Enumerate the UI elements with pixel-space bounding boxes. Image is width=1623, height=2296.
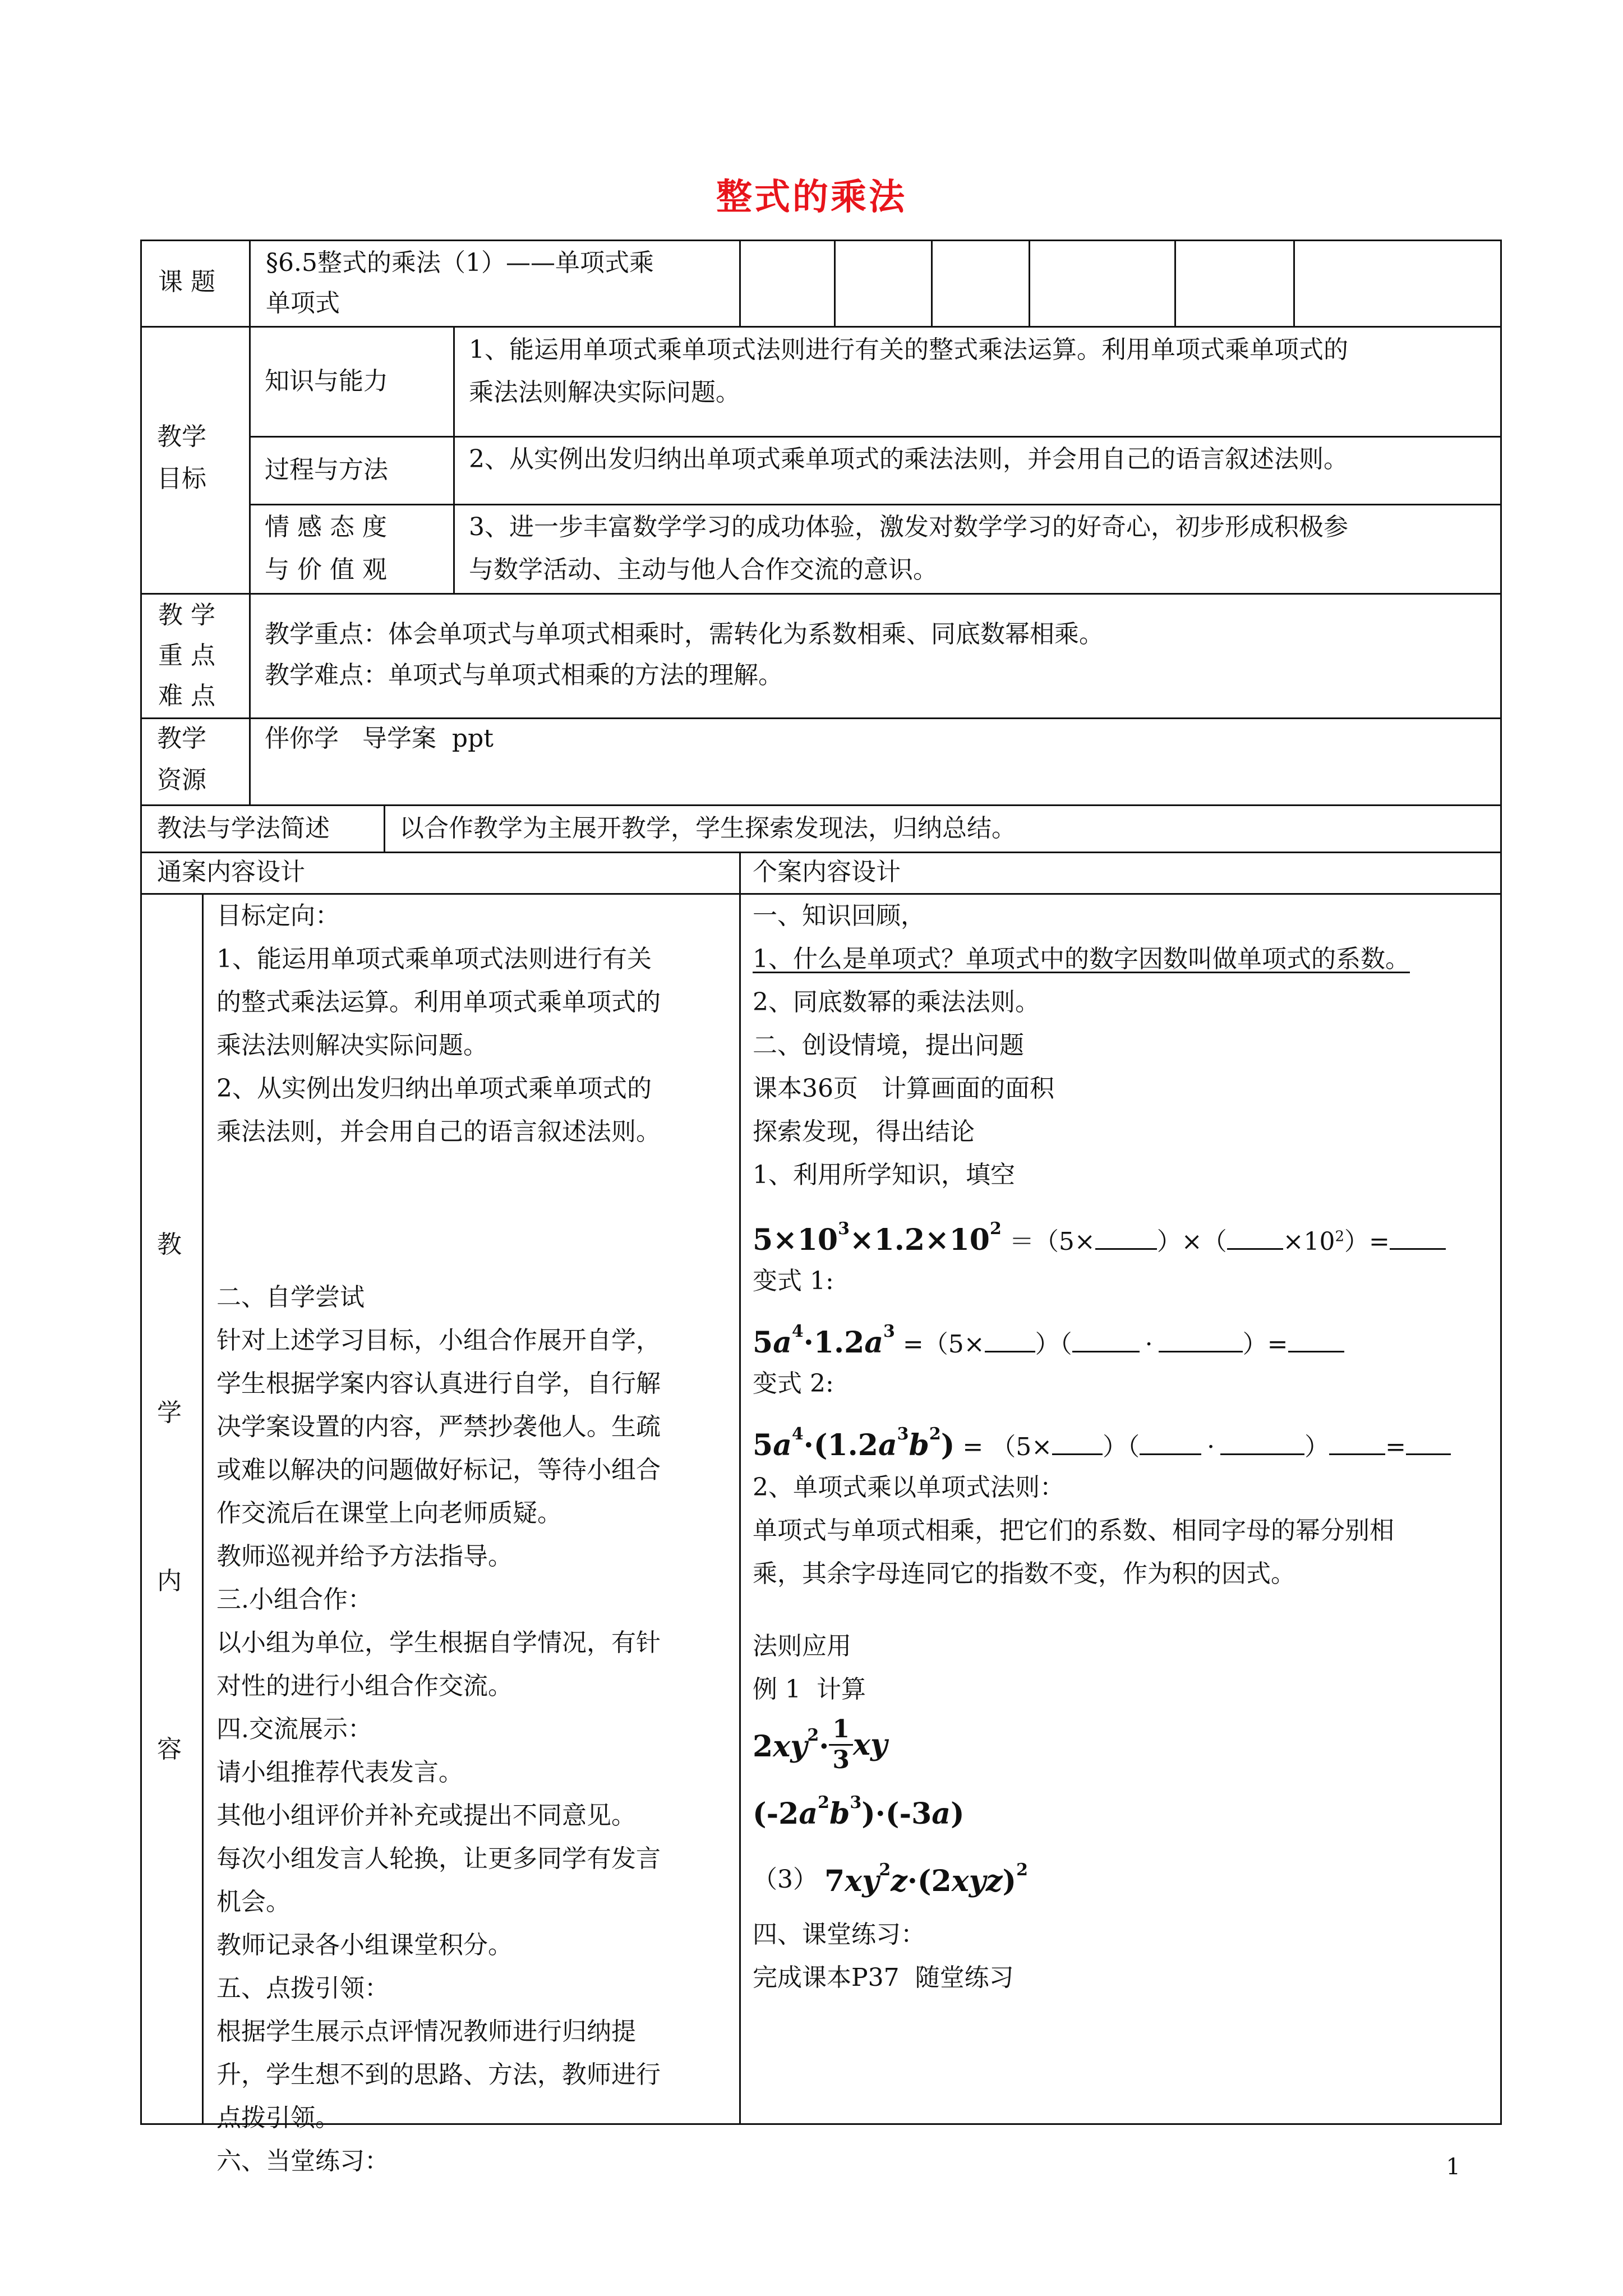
- text-line: 对性的进行小组合作交流。: [216, 1672, 513, 1700]
- text-line: 二、创设情境，提出问题: [753, 1031, 1024, 1060]
- text-line: 根据学生展示点评情况教师进行归纳提: [216, 2017, 636, 2046]
- eq2-text: ）=: [1242, 1330, 1288, 1359]
- col-divider: [249, 240, 251, 806]
- text-line: 一、知识回顾，: [753, 901, 925, 930]
- eq3-blank[interactable]: [1329, 1429, 1385, 1455]
- eq3-blank[interactable]: [1406, 1429, 1451, 1455]
- eq2-expression: $5a^4\cdot 1.2a^3$: [753, 1322, 895, 1360]
- text-line: 针对上述学习目标，小组合作展开自学，: [216, 1326, 661, 1355]
- keypoints-label-cont: 难 点: [158, 682, 215, 710]
- eq3-text: ）（: [1103, 1433, 1140, 1461]
- col-divider: [1293, 240, 1295, 326]
- text-line: 2、同底数幂的乘法法则。: [753, 988, 1040, 1016]
- methods-text: 以合作教学为主展开教学，学生探索发现法，归纳总结。: [399, 814, 1016, 843]
- resources-text: 伴你学 导学案 ppt: [265, 724, 494, 753]
- col-divider: [1029, 240, 1030, 326]
- eq2-blank[interactable]: [985, 1326, 1035, 1352]
- table-border-right: [1500, 240, 1502, 2125]
- col-divider: [834, 240, 836, 326]
- knowledge-text-cont: 乘法法则解决实际问题。: [469, 378, 740, 407]
- eq2-text: =（5×: [902, 1330, 985, 1359]
- row-divider: [140, 804, 1502, 806]
- fraction-one-third: $\frac{1}{3}$: [829, 1715, 853, 1775]
- methods-label: 教法与学法简述: [157, 814, 330, 843]
- emotion-label: 情 感 态 度: [265, 513, 387, 541]
- eq1-expression: $5\times 10^3\times 1.2\times 10^2$: [753, 1219, 1002, 1257]
- eq1-blank[interactable]: [1095, 1223, 1157, 1250]
- text-line: 教师巡视并给予方法指导。: [216, 1542, 513, 1571]
- text-line: 1、利用所学知识，填空: [753, 1161, 1015, 1189]
- right-content: [753, 894, 1493, 1999]
- goals-label: 教学: [157, 422, 206, 451]
- text-line: 每次小组发言人轮换，让更多同学有发言: [216, 1844, 661, 1873]
- teaching-difficulty: 教学难点：单项式与单项式相乘的方法的理解。: [265, 661, 783, 689]
- eq1-blank[interactable]: [1390, 1223, 1446, 1250]
- eq3-expression: $5a^4\cdot(1.2a^3b^2)$: [753, 1424, 955, 1462]
- keypoints-label: 教 学: [158, 601, 215, 629]
- content-label: 容: [157, 1735, 182, 1764]
- eq3-blank[interactable]: [1052, 1429, 1103, 1455]
- text-line: 以小组为单位，学生根据自学情况，有针: [216, 1628, 661, 1657]
- text-line: 学生根据学案内容认真进行自学，自行解: [216, 1369, 661, 1398]
- example-2-expression: $(-2a^2b^3)\cdot(-3a)$: [753, 1793, 965, 1831]
- row-divider: [140, 326, 1502, 328]
- content-label: 学: [157, 1398, 182, 1427]
- text-line: 单项式与单项式相乘，把它们的系数、相同字母的幂分别相: [753, 1516, 1394, 1545]
- eq2-text: ）（: [1035, 1330, 1072, 1359]
- eq3-blank[interactable]: [1220, 1429, 1304, 1455]
- text-line: 的整式乘法运算。利用单项式乘单项式的: [216, 988, 661, 1016]
- process-text: 2、从实例出发归纳出单项式乘单项式的乘法法则，并会用自己的语言叙述法则。: [469, 445, 1348, 473]
- resources-label-cont: 资源: [157, 766, 206, 794]
- teaching-focus: 教学重点：体会单项式与单项式相乘时，需转化为系数相乘、同底数幂相乘。: [265, 620, 1104, 648]
- text-line: 点拨引领。: [216, 2104, 340, 2132]
- text-line: 1、能运用单项式乘单项式法则进行有关: [216, 945, 652, 973]
- col-divider: [739, 852, 741, 2125]
- text-line: 三.小组合作：: [216, 1585, 372, 1614]
- text-line: 请小组推荐代表发言。: [216, 1758, 463, 1787]
- text-line: 乘法法则，并会用自己的语言叙述法则。: [216, 1117, 661, 1146]
- eq1-text: ×10: [1283, 1227, 1335, 1256]
- text-line: 机会。: [216, 1888, 291, 1916]
- text-line: 决学案设置的内容，严禁抄袭他人。生疏: [216, 1412, 661, 1441]
- text-line: 或难以解决的问题做好标记，等待小组合: [216, 1456, 661, 1484]
- coefficient-definition: 1、什么是单项式？单项式中的数字因数叫做单项式的系数。: [753, 945, 1410, 973]
- text-line: 例 1 计算: [753, 1675, 866, 1704]
- equation-1: $5\times 10^3\times 1.2\times 10^2 =(5\times$ ）×（ $\times 10^2)=$: [753, 1207, 1493, 1257]
- emotion-text-cont: 与数学活动、主动与他人合作交流的意识。: [469, 555, 938, 584]
- eq1-text: ）=: [1344, 1227, 1390, 1256]
- example-3: [753, 1846, 1493, 1913]
- text-line: 变式 1:: [753, 1267, 834, 1295]
- example-1-expression-tail: xy: [853, 1727, 888, 1762]
- text-line: 四、课堂练习：: [753, 1920, 925, 1949]
- resources-label: 教学: [157, 724, 206, 753]
- eq1-text: ）×（: [1156, 1227, 1227, 1256]
- content-label: 教: [157, 1230, 182, 1259]
- text-line: 其他小组评价并补充或提出不同意见。: [216, 1801, 636, 1830]
- text-line: 四.交流展示：: [216, 1715, 372, 1743]
- eq3-text: ·: [1207, 1433, 1215, 1461]
- col-divider: [384, 804, 385, 852]
- eq2-blank[interactable]: [1072, 1326, 1140, 1352]
- eq3-blank[interactable]: [1140, 1429, 1201, 1455]
- left-column-header: 通案内容设计: [157, 858, 305, 886]
- topic-value: §6.5整式的乘法（1）——单项式乘: [266, 249, 654, 277]
- col-divider: [202, 893, 204, 2125]
- text-line: 2、从实例出发归纳出单项式乘单项式的: [216, 1074, 652, 1103]
- text-line: 作交流后在课堂上向老师质疑。: [216, 1499, 562, 1527]
- text-line: 五、点拨引领：: [216, 1974, 389, 2003]
- eq2-text: ·: [1145, 1330, 1153, 1359]
- right-column-header: 个案内容设计: [753, 858, 901, 886]
- goals-label-cont: 目标: [157, 464, 206, 493]
- eq3-text: =: [1385, 1433, 1406, 1461]
- knowledge-text: 1、能运用单项式乘单项式法则进行有关的整式乘法运算。利用单项式乘单项式的: [469, 335, 1348, 364]
- text-line: 课本36页 计算画面的面积: [753, 1074, 1054, 1103]
- text-line: [753, 937, 1493, 981]
- example-1-expression: $2xy^2\cdot$: [753, 1726, 829, 1764]
- row-divider: [140, 593, 1502, 595]
- eq3-text: ）: [1304, 1433, 1330, 1461]
- example-2: [753, 1778, 1493, 1846]
- equation-3: [753, 1412, 1493, 1462]
- knowledge-label: 知识与能力: [265, 367, 388, 395]
- document-title: 整式的乘法: [716, 176, 907, 218]
- text-line: 升，学生想不到的思路、方法，教师进行: [216, 2060, 661, 2089]
- col-divider: [739, 240, 741, 326]
- content-label: 内: [157, 1567, 182, 1595]
- eq2-blank[interactable]: [1288, 1326, 1344, 1352]
- eq1-text: ＝（5×: [1009, 1227, 1095, 1256]
- eq2-blank[interactable]: [1159, 1326, 1243, 1352]
- text-line: 目标定向：: [216, 901, 340, 930]
- text-line: 完成课本P37 随堂练习: [753, 1963, 1014, 1992]
- text-line: 教师记录各小组课堂积分。: [216, 1931, 513, 1959]
- text-line: 2、单项式乘以单项式法则：: [753, 1473, 1064, 1502]
- col-divider: [1174, 240, 1176, 326]
- topic-value-cont: 单项式: [266, 289, 340, 318]
- example-3-expression: $7xy^2z\cdot(2xyz)^2$: [824, 1860, 1028, 1898]
- text-line: 六、当堂练习：: [216, 2147, 389, 2175]
- example-1: [753, 1711, 1493, 1778]
- text-line: 二、自学尝试: [216, 1283, 365, 1312]
- text-line: 乘，其余字母连同它的指数不变，作为积的因式。: [753, 1559, 1295, 1588]
- eq3-text: = （5×: [962, 1433, 1053, 1461]
- left-content: [216, 894, 732, 2183]
- page-number: 1: [1446, 2154, 1460, 2180]
- eq1-blank[interactable]: [1227, 1223, 1283, 1250]
- text-line: 探索发现，得出结论: [753, 1117, 975, 1146]
- text-line: 法则应用: [753, 1632, 851, 1660]
- col-divider: [931, 240, 933, 326]
- process-label: 过程与方法: [265, 455, 388, 484]
- keypoints-label-cont: 重 点: [158, 641, 215, 670]
- emotion-label-cont: 与 价 值 观: [265, 555, 387, 584]
- text-line: 乘法法则解决实际问题。: [216, 1031, 488, 1060]
- col-divider: [453, 326, 455, 593]
- example-3-label: （3）: [753, 1865, 818, 1894]
- emotion-text: 3、进一步丰富数学学习的成功体验，激发对数学学习的好奇心，初步形成积极参: [469, 513, 1348, 541]
- equation-2: [753, 1309, 1493, 1360]
- text-line: 变式 2:: [753, 1369, 834, 1398]
- table-border-left: [140, 240, 142, 2125]
- topic-label: 课 题: [158, 268, 215, 296]
